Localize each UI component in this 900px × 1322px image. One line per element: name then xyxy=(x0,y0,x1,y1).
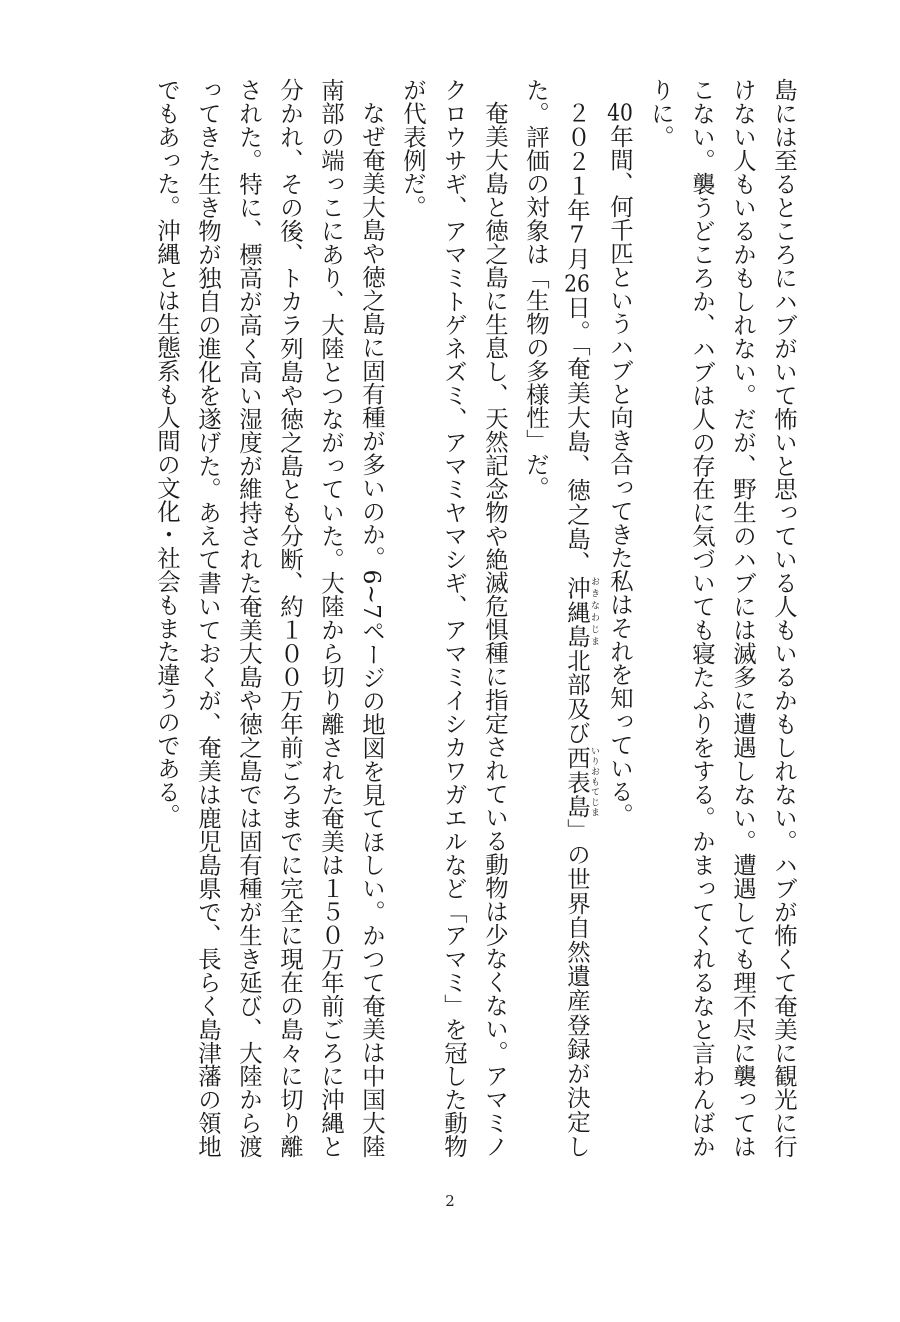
paragraph-3-text-b: 北部及び xyxy=(563,648,591,746)
iriomote-base: 西表島 xyxy=(563,745,591,819)
day-26: 26 xyxy=(564,271,590,295)
okinawa-reading: おきなわじま xyxy=(589,575,599,648)
iriomote-reading: いりおもてじま xyxy=(589,745,599,818)
paragraph-4: 奄美大島と徳之島に生息し、天然記念物や絶滅危惧種に指定されている動物は少なくない。アマミノクロウサギ、アマミトゲネズミ、アマミヤマシギ、アマミイシカワガエルなど「アマミ」を冠した動物が代表例だ。 xyxy=(399,78,509,1158)
number-40: 40 xyxy=(607,101,633,125)
okinawa-ruby xyxy=(563,575,599,649)
iriomote-ruby xyxy=(563,745,599,819)
paragraph-3 xyxy=(515,78,599,1158)
year-2021: ２０２１ xyxy=(563,101,591,199)
paragraph-2 xyxy=(599,78,640,1158)
paragraph-3-text-a: 日。「奄美大島、徳之島、 xyxy=(563,295,591,576)
month-7: 7 xyxy=(569,222,585,247)
month-suffix: 月 xyxy=(563,247,591,272)
paragraph-1: 島には至るところにハブがいて怖いと思っている人もいるかもしれない。ハブが怖くて奄美に観光に行けない人もいるかもしれない。だが、野生のハブには滅多に遭遇しない。遭遇しても理不尽に襲ってはこない。襲うどころか、ハブは人の存在に気づいても寝たふりをする。かまってくれるなと言わんばかりに。 xyxy=(647,78,798,1158)
paragraph-2-text: 年間、何千匹というハブと向き合ってきた私はそれを知っている。 xyxy=(606,124,634,827)
paragraph-5: なぜ奄美大島や徳之島に固有種が多いのか。6~7ページの地図を見てほしい。かつて奄美は中国大陸南部の端っこにあり、大陸とつながっていた。大陸から切り離された奄美は１５０万年前ごろに沖縄と分かれ、その後、トカラ列島や徳之島とも分断、約１００万年前ごろまでに完全に現在の島々に切り離された。特に、標高が高く高い湿度が維持された奄美大島や徳之島では固有種が生き延び、大陸から渡ってきた生き物が独自の進化を遂げた。あえて書いておくが、奄美は鹿児島県で、長らく島津藩の領地でもあった。沖縄とは生態系も人間の文化・社会もまた違うのである。 xyxy=(153,78,386,1158)
vertical-text-body xyxy=(84,78,804,1158)
page-number: 2 xyxy=(445,1192,455,1210)
paragraph-3-text-c: 」の世界自然遺産登録が決定した。評価の対象は「生物の多様性」だ。 xyxy=(522,78,591,1158)
okinawa-base: 沖縄島 xyxy=(563,575,591,649)
year-suffix: 年 xyxy=(563,198,591,223)
